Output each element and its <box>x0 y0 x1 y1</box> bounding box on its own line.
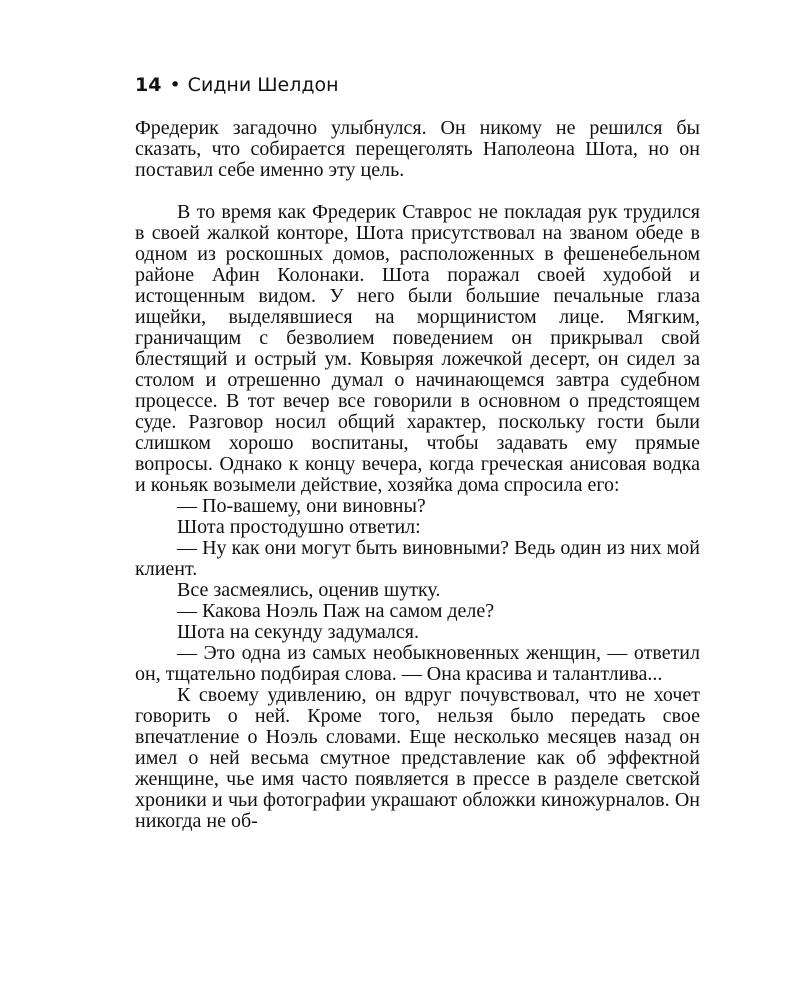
body-text <box>135 118 700 832</box>
paragraph: — По-вашему, они виновны? <box>177 495 426 517</box>
running-header <box>135 72 339 98</box>
paragraph: К своему удивлению, он вдруг почувствовал, что не хочет говорить о ней. Кроме того, нельзя было передать свое впечатление о Ноэль словами. Еще несколько месяцев назад он имел о ней весьма смутное представление как об эффектной женщине, чье имя часто появляется в прессе в разделе светской хроники и чьи фотографии украшают обложки киножурналов. Он никогда не об- <box>135 684 700 832</box>
header-bullet: • <box>169 74 181 96</box>
paragraph: — Ну как они могут быть виновными? Ведь один из них мой клиент. <box>135 537 700 580</box>
paragraph: — Это одна из самых необыкновенных женщин, — ответил он, тщательно подбирая слова. — Она красива и талантлива... <box>135 642 700 685</box>
paragraph: Шота простодушно ответил: <box>177 516 421 538</box>
page-number: 14 <box>135 74 162 96</box>
paragraph: В то время как Фредерик Ставрос не покладая рук трудился в своей жалкой конторе, Шота присутствовал на званом обеде в одном из роскошных домов, расположенных в фешенебельном районе Афин Колонаки. Шота поражал своей худобой и истощенным видом. У него были большие печальные глаза ищейки, выделявшиеся на морщинистом лице. Мягким, граничащим с безволием поведением он прикрывал свой блестящий и острый ум. Ковыряя ложечкой десерт, он сидел за столом и отрешенно думал о начинающемся завтра судебном процессе. В тот вечер все говорили в основном о предстоящем суде. Разговор носил общий характер, поскольку гости были слишком хорошо воспитаны, чтобы задавать ему прямые вопросы. Однако к концу вечера, когда греческая анисовая водка и коньяк возымели действие, хозяйка дома спросила его: <box>135 201 700 496</box>
paragraph: Все засмеялись, оценив шутку. <box>177 579 441 601</box>
paragraph: Шота на секунду задумался. <box>177 621 419 643</box>
author-name: Сидни Шелдон <box>187 74 339 96</box>
paragraph: — Какова Ноэль Паж на самом деле? <box>177 600 495 622</box>
paragraph: Фредерик загадочно улыбнулся. Он никому не решился бы сказать, что собирается перещеголять Наполеона Шота, но он поставил себе именно эту цель. <box>135 117 700 181</box>
